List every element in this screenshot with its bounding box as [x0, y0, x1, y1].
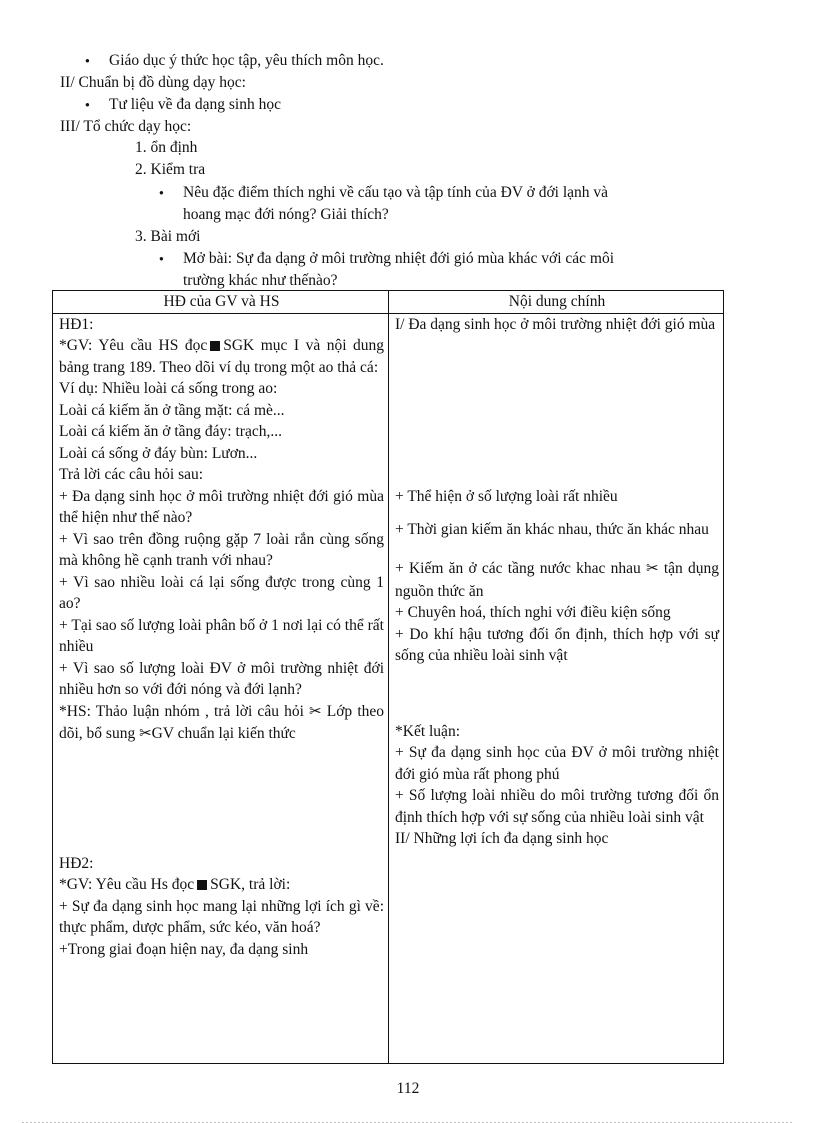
- example-line: Loài cá kiếm ăn ở tầng đáy: trạch,...: [59, 423, 282, 440]
- scissors-icon: ✂: [139, 726, 152, 742]
- content-answer: + Kiếm ăn ở các tầng nước khac nhau ✂ tận dụng nguồn thức ăn: [395, 560, 720, 600]
- conclusion-title: *Kết luận:: [395, 722, 460, 740]
- check-question-line-2: hoang mạc đới nóng? Giải thích?: [183, 206, 389, 223]
- question: + Đa dạng sinh học ở môi trường nhiệt đới gió mùa thể hiện như thế nào?: [59, 487, 384, 526]
- content-answer: + Chuyên hoá, thích nghi với điều kiện sống: [395, 604, 671, 621]
- question: +Trong giai đoạn hiện nay, đa dạng sinh: [59, 940, 309, 958]
- activities-cell: [53, 313, 389, 1064]
- conclusion-point: + Sự đa dạng sinh học của ĐV ở môi trường nhiệt đới gió mùa rất phong phú: [395, 744, 719, 783]
- column-header-activities: HĐ của GV và HS: [53, 291, 389, 314]
- bullet-material: ● Tư liệu về đa dạng sinh học: [109, 94, 281, 116]
- step-2: 2. Kiểm tra: [135, 161, 206, 178]
- question: + Vì sao số lượng loài ĐV ở môi trường nhiệt đới nhiều hơn so với đới nóng và đới lạnh?: [59, 659, 384, 698]
- square-icon: [210, 341, 220, 351]
- step-3: 3. Bài mới: [135, 228, 201, 245]
- teacher-instruction-2: *GV: Yêu cầu Hs đọc SGK, trả lời:: [59, 876, 291, 893]
- scissors-icon: ✂: [646, 561, 659, 577]
- intro-line-2: trường khác như thếnào?: [183, 272, 338, 289]
- step-1: 1. ổn định: [135, 139, 198, 156]
- content-answer: + Do khí hậu tương đối ổn định, thích hợp với sự sống của nhiều loài sinh vật: [395, 625, 719, 664]
- intro-line-1: ● Mở bài: Sự đa dạng ở môi trường nhiệt đới gió mùa khác với các môi: [183, 248, 614, 270]
- content-answer: + Thời gian kiếm ăn khác nhau, thức ăn khác nhau: [395, 520, 709, 538]
- content-section-1: I/ Đa dạng sinh học ở môi trường nhiệt đới gió mùa: [395, 315, 716, 333]
- scissors-icon: ✂: [309, 703, 322, 720]
- check-question-line-1: ● Nêu đặc điểm thích nghi về cấu tạo và tập tính của ĐV ở đới lạnh và: [183, 182, 608, 204]
- teacher-instruction-1: *GV: Yêu cầu HS đọc SGK mục I và nội dung bảng trang 189. Theo dõi ví dụ trong một ao thả cá:: [59, 337, 384, 376]
- conclusion-point: + Số lượng loài nhiều do môi trường tương đối ổn định thích hợp với sự sống của nhiều loài sinh vật: [395, 787, 719, 826]
- answer-prompt: Trả lời các câu hỏi sau:: [59, 466, 204, 483]
- question: + Vì sao trên đồng ruộng gặp 7 loài rắn cùng sống mà không hề cạnh tranh với nhau?: [59, 530, 384, 569]
- question: + Tại sao số lượng loài phân bố ở 1 nơi lại có thể rất nhiều: [59, 616, 384, 655]
- section-2-heading: II/ Chuẩn bị đồ dùng dạy học:: [60, 74, 246, 91]
- content-section-2: II/ Những lợi ích đa dạng sinh học: [395, 830, 609, 847]
- section-3-heading: III/ Tổ chức dạy học:: [60, 118, 192, 135]
- example-line: Loài cá kiếm ăn ở tầng mặt: cá mè...: [59, 401, 285, 419]
- example-line: Loài cá sống ở đáy bùn: Lươn...: [59, 444, 258, 462]
- content-answer: + Thể hiện ở số lượng loài rất nhiều: [395, 488, 618, 505]
- activity-2-title: HĐ2:: [59, 854, 94, 872]
- student-activity: *HS: Thảo luận nhóm , trả lời câu hỏi ✂ Lớp theo dõi, bổ sung ✂GV chuẩn lại kiến thức: [59, 701, 384, 746]
- question: + Vì sao nhiều loài cá lại sống được trong cùng 1 ao?: [59, 573, 384, 612]
- content-cell: [389, 313, 724, 1064]
- question: + Sự đa dạng sinh học mang lại những lợi ích gì về: thực phẩm, dược phẩm, sức kéo, văn hoá?: [59, 897, 384, 936]
- lesson-table: [52, 290, 724, 1064]
- activity-1-title: HĐ1:: [59, 315, 94, 333]
- page-number: 112: [396, 1080, 420, 1097]
- column-header-content: Nội dung chính: [389, 291, 724, 314]
- square-icon: [197, 880, 207, 890]
- bullet-education: ● Giáo dục ý thức học tập, yêu thích môn học.: [109, 50, 384, 72]
- example-title: Ví dụ: Nhiều loài cá sống trong ao:: [59, 380, 278, 397]
